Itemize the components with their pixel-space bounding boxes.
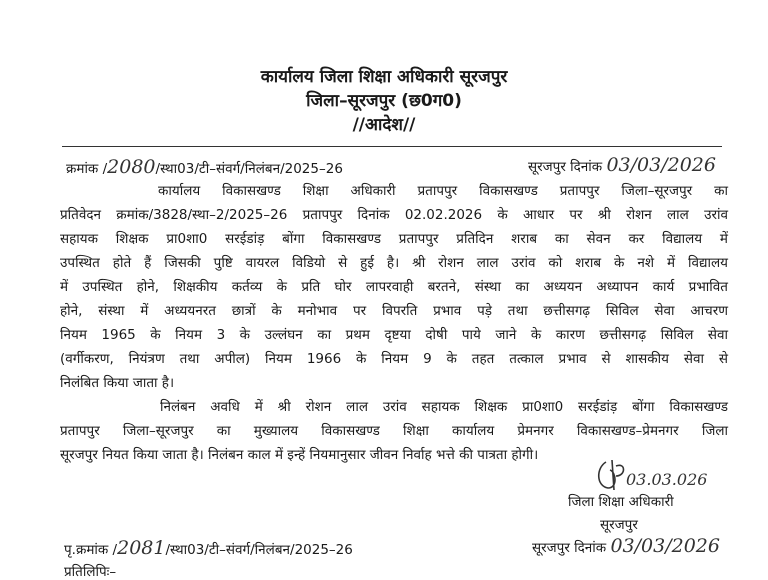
handwritten-date: 03/03/2026 [610, 535, 720, 557]
reference-date [528, 154, 716, 176]
copy-to-label: प्रतिलिपिः– [64, 564, 117, 580]
office-title: कार्यालय जिला शिक्षा अधिकारी सूरजपुर [260, 67, 508, 87]
body-line: कार्यालय विकासखण्ड शिक्षा अधिकारी प्रतापपुर विकासखण्ड प्रतापपुर जिला–सूरजपुर का [158, 183, 728, 199]
para2-line: सूरजपुर नियत किया जाता है। निलंबन काल में इन्हें नियमानुसार जीवन निर्वाह भत्ते की पात्रता होगी। [60, 447, 539, 463]
body-line: नियम 1965 के नियम 3 के उल्लंघन का प्रथम दृष्टया दोषी पाये जाने के कारण छत्तीसगढ़ सिविल सेवा [60, 327, 728, 343]
para2-line: प्रतापपुर जिला–सूरजपुर का मुख्यालय विकासखण्ड शिक्षा कार्यालय प्रेमनगर विकासखण्ड–प्रेमनगर जिला [60, 423, 728, 439]
para2-line: निलंबन अवधि में श्री रोशन लाल उरांव सहायक शिक्षक प्रा0शा0 सरईडांड़ बोंगा विकासखण्ड [160, 399, 728, 415]
endorsement-date [532, 535, 720, 557]
body-line: प्रतिवेदन क्रमांक/3828/स्था–2/2025–26 प्रतापपुर दिनांक 02.02.2026 के आधार पर श्री रोशन लाल उरांव [60, 207, 728, 223]
district-title: जिला–सूरजपुर (छ0ग0) [306, 91, 462, 111]
endorsement-suffix: /स्था03/टी–संवर्ग/निलंबन/2025–26 [165, 542, 353, 558]
signature-date: 03.03.026 [626, 470, 708, 489]
body-line: (वर्गीकरण, नियंत्रण तथा अपील) नियम 1966 के नियम 9 के तहत तत्काल प्रभाव से शासकीय सेवा से [60, 351, 728, 367]
reference-suffix: /स्था03/टी–संवर्ग/निलंबन/2025–26 [155, 161, 343, 177]
reference-handwritten-number: 2080 [107, 156, 156, 178]
signature [592, 458, 708, 496]
endorsement-prefix: पृ.क्रमांक / [64, 542, 118, 558]
date-label: सूरजपुर दिनांक [528, 159, 603, 175]
body-line: में उपस्थित होने, शिक्षकीय कर्तव्य के प्रति घोर लापरवाही बरतने, संस्था का अध्ययन अध्यापन कार्य प्रभावित [60, 279, 728, 295]
body-line: निलंबित किया जाता है। [60, 375, 175, 391]
reference-number [66, 156, 343, 178]
signatory-designation: जिला शिक्षा अधिकारी [568, 494, 674, 510]
header-rule [62, 146, 722, 147]
handwritten-date: 03/03/2026 [606, 154, 716, 176]
body-line: उपस्थित होते हैं जिसकी पुष्टि वायरल विडियो से हुई है। श्री रोशन लाल उरांव को शराब के नशे में विद्यालय [60, 255, 728, 271]
signatory-place: सूरजपुर [600, 517, 638, 533]
body-line: सहायक शिक्षक प्रा0शा0 सरईडांड़ बोंगा विकासखण्ड प्रतापपुर प्रतिदिन शराब का सेवन कर विद्यालय में [60, 231, 728, 247]
reference-prefix: क्रमांक / [66, 161, 108, 177]
order-heading: //आदेश// [352, 115, 416, 135]
endorsement-number [64, 537, 353, 559]
endorsement-handwritten-number: 2081 [117, 537, 166, 559]
body-line: होने, संस्था में अध्ययनरत छात्रों के मनोभाव पर विपरति प्रभाव पड़े तथा छत्तीसगढ़ सिविल सेवा आचरण [60, 303, 728, 319]
date-label: सूरजपुर दिनांक [532, 540, 607, 556]
